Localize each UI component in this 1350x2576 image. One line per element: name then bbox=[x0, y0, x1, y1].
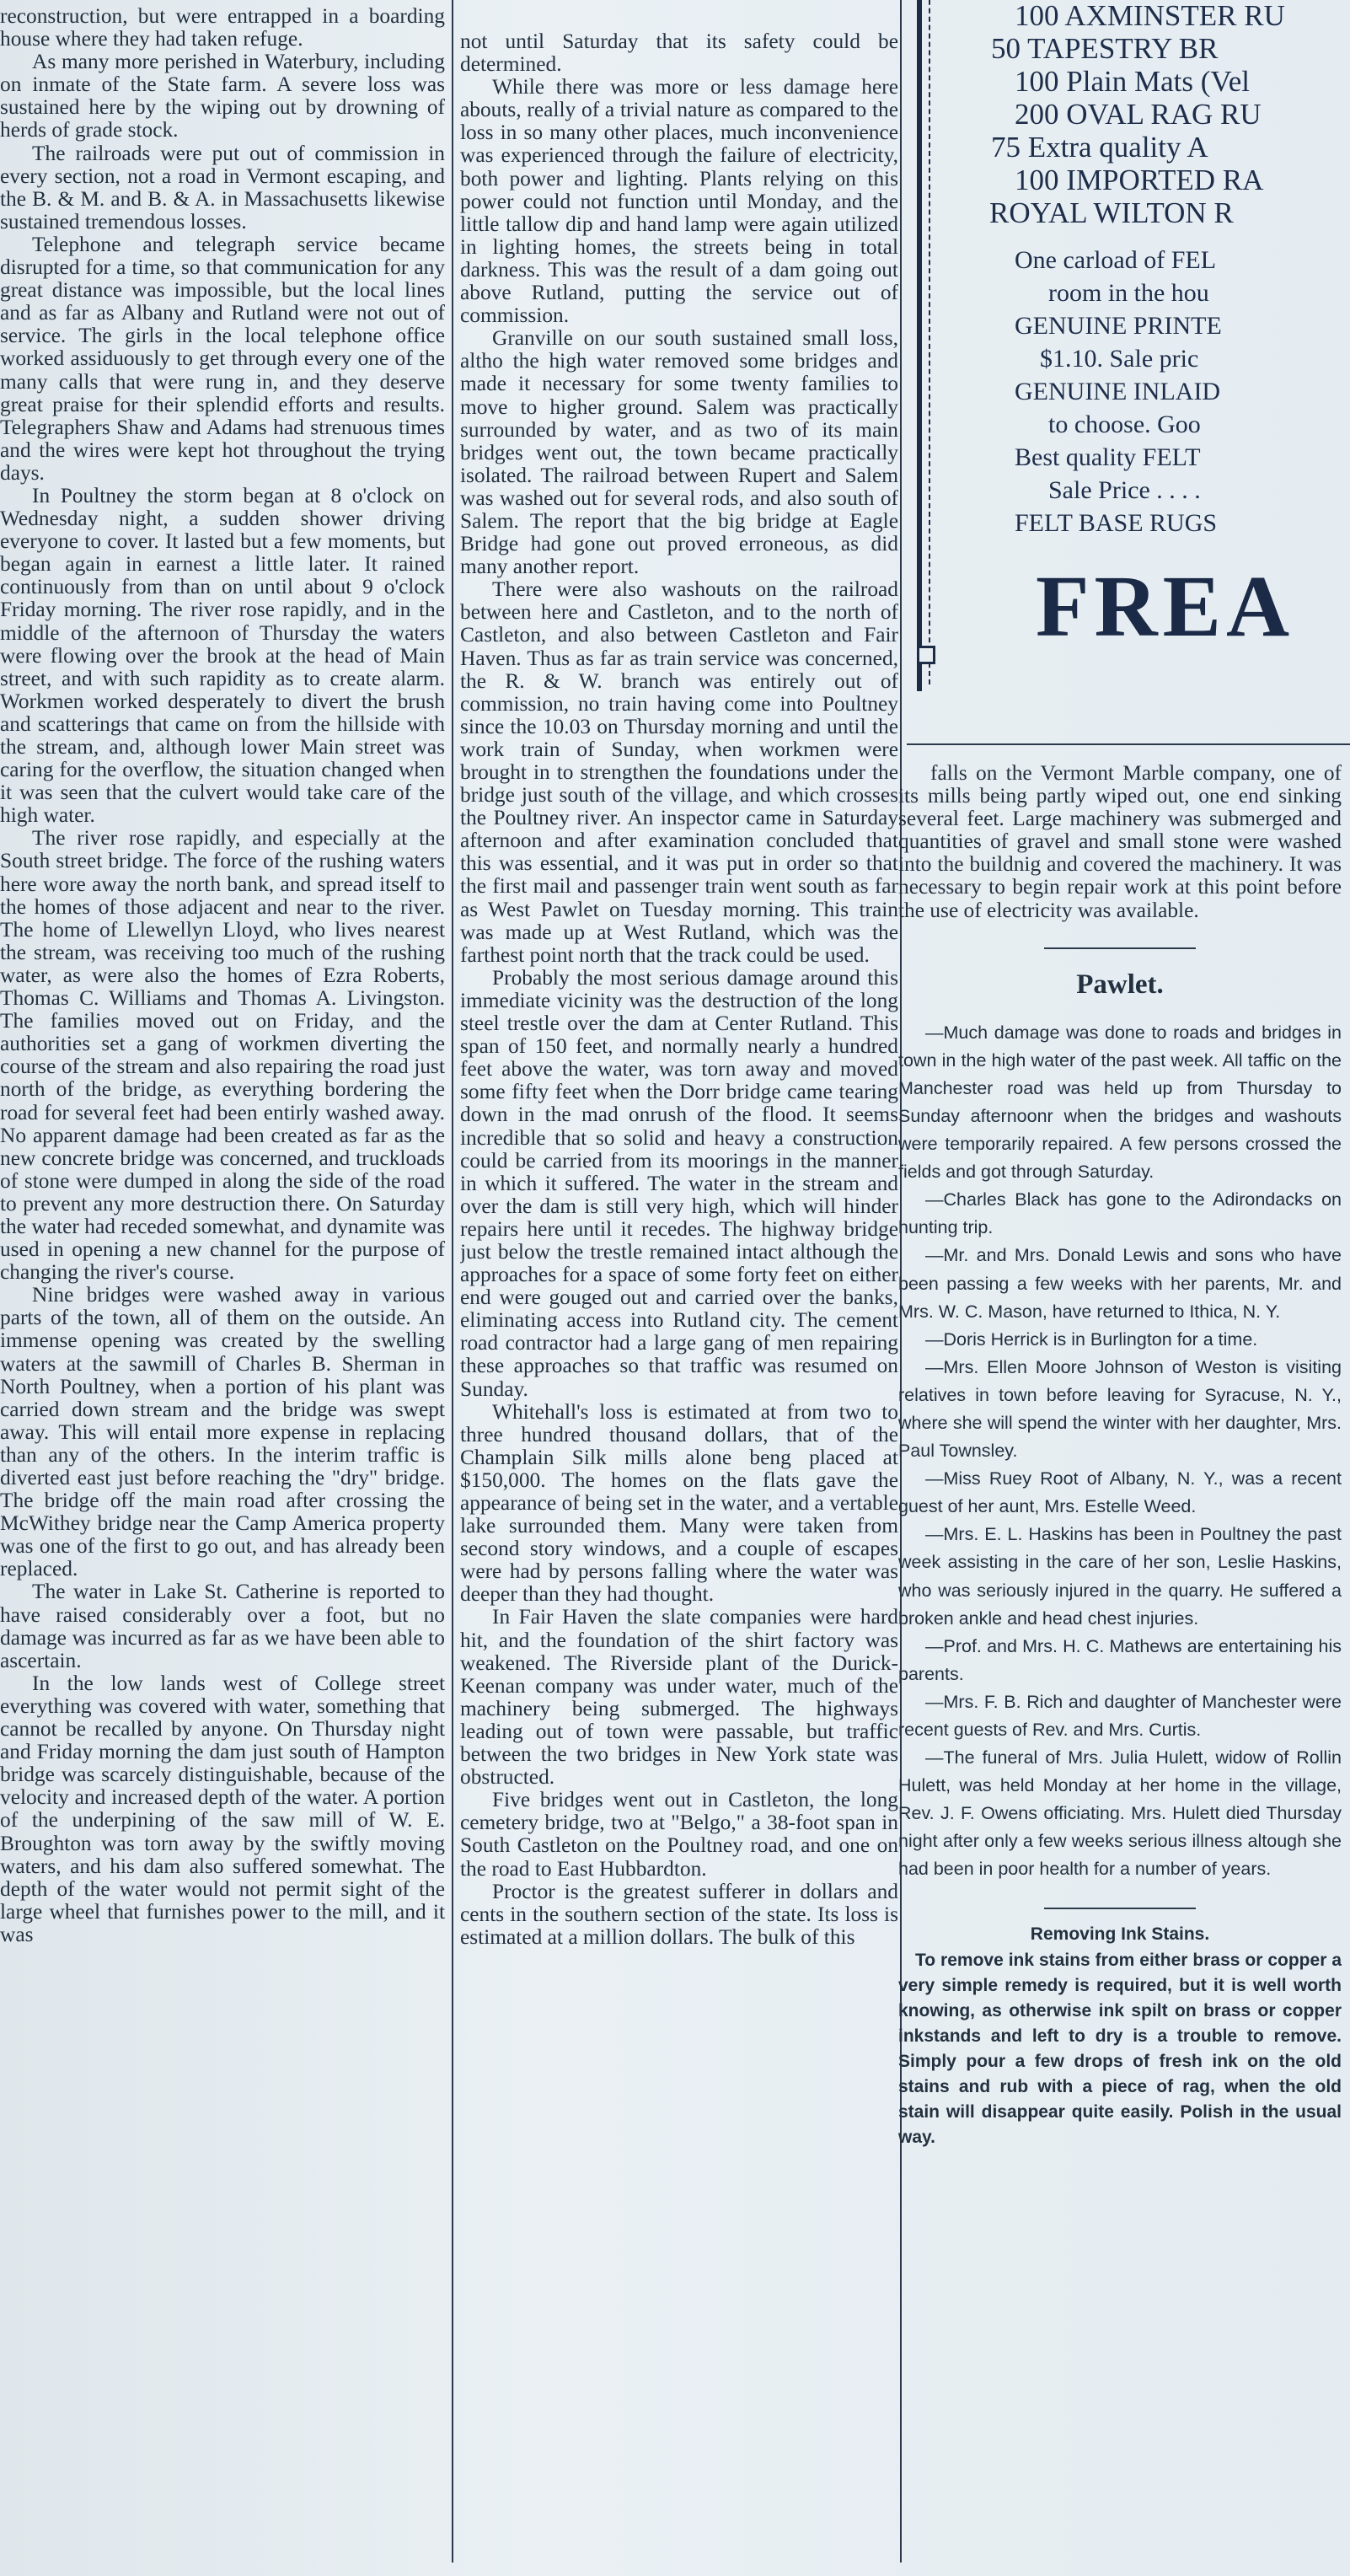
section-rule bbox=[907, 743, 1350, 745]
pawlet-news-item: —Charles Black has gone to the Adirondacks on hunting trip. bbox=[898, 1189, 1342, 1238]
article-paragraph: Whitehall's loss is estimated at from two to three hundred thousand dollars, that of the Champlain Silk mills alone beng placed at $150,000. The homes on the flats gave the appearance of being set in the water, and a vertable lake surrounded them. Many were taken from second story windows, and a couple of escapes were had by persons falling where the water was deeper than they had thought. bbox=[460, 1399, 898, 1607]
pawlet-news-item: —Mrs. F. B. Rich and daughter of Manchester were recent guests of Rev. and Mrs. Curtis. bbox=[898, 1691, 1342, 1740]
pawlet-news-item: —Doris Herrick is in Burlington for a time. bbox=[925, 1328, 1258, 1350]
pawlet-news-item: —Much damage was done to roads and bridges in town in the high water of the past week. All taffic on the Manchester road was held up from Thursday to Sunday afternoonr when the bridges and washouts were temporarily repaired. A few persons crossed the fields and got through Saturday. bbox=[898, 1022, 1342, 1183]
article-paragraph: Five bridges went out in Castleton, the long cemetery bridge, two at "Belgo," a 38-foot span in South Castleton on the Poultney road, and one on the road to East Hubbardton. bbox=[460, 1788, 898, 1881]
ad-corner-ornament bbox=[917, 646, 935, 664]
ink-stains-article: To remove ink stains from either brass or copper a very simple remedy is required, but it is well worth knowing, as otherwise ink spilt on brass or copper inkstands and left to dry is a trouble to remove. Simply pour a few drops of fresh ink on the old stains and rub with a piece of rag, when the old stain will disappear quite easily. Polish in the usual way. bbox=[898, 1950, 1342, 2147]
article-paragraph: The river rose rapidly, and especially at the South street bridge. The force of the rushing waters here wore away the north bank, and spread itself to the homes of those adjacent and near to the river. The home of Llewellyn Lloyd, who lives nearest the stream, was receiving too much of the rushing water, as were also the homes of Ezra Roberts, Thomas C. Williams and Thomas A. Livingston. The families moved out on Friday, and the authorities set a gang of workmen diverting the course of the stream and also repairing the road just north of the bridge, as everything bordering the road for several feet had been entirly washed away. No apparent damage had been created as far as the new concrete bridge was concerned, and truckloads of stone were dumped in along the side of the road to prevent any more destruction there. On Saturday the water had receded somewhat, and dynamite was used in opening a new channel for the purpose of changing the river's course. bbox=[0, 826, 445, 1285]
article-column-left bbox=[0, 5, 445, 2568]
pawlet-heading: Pawlet. bbox=[1076, 969, 1164, 1000]
pawlet-news-item: —Prof. and Mrs. H. C. Mathews are entertaining his parents. bbox=[898, 1635, 1342, 1684]
article-paragraph: In Poultney the storm began at 8 o'clock on Wednesday night, a sudden shower driving everyone to cover. It lasted but a few moments, but began again in earnest a little later. It rained continuously from than on until about 9 o'clock Friday morning. The river rose rapidly, and in the middle of the afternoon of Thursday the waters were flowing over the brook at the head of Main street, and with such rapidity as to create alarm. Workmen worked desperately to divert the brush and scatterings that came on from the hillside with the stream, and, although lower Main street was caring for the overflow, the situation changed when it was seen that the culvert would take care of the high water. bbox=[0, 483, 445, 828]
ad-line: Sale Price . . . . bbox=[1048, 476, 1201, 504]
article-paragraph: Nine bridges were washed away in various parts of the town, all of them on the outside. An immense opening was created by the swelling waters at the sawmill of Charles B. Sherman in North Poultney, when a portion of his plant was carried down stream and the bridge was swept away. This will entail more expense in replacing than any of the others. In the interim traffic is diverted east just before reaching the "dry" bridge. The bridge off the main road after crossing the McWithey bridge near the Camp America property was one of the first to go out, and has already been replaced. bbox=[0, 1283, 445, 1581]
ad-line: 100 AXMINSTER RU bbox=[1015, 0, 1285, 32]
pawlet-news-list bbox=[898, 1019, 1342, 1884]
ad-line: room in the hou bbox=[1048, 279, 1209, 307]
ad-line: ROYAL WILTON R bbox=[989, 196, 1234, 229]
ad-line: 100 Plain Mats (Vel bbox=[1015, 65, 1251, 98]
section-rule bbox=[1044, 947, 1196, 949]
section-rule bbox=[1044, 1908, 1196, 1909]
ad-line: One carload of FEL bbox=[1015, 246, 1217, 274]
column-divider bbox=[452, 0, 453, 2563]
ad-line: 200 OVAL RAG RU bbox=[1015, 98, 1262, 131]
article-paragraph: As many more perished in Waterbury, including on inmate of the State farm. A severe loss was sustained here by the wiping out by drowning of herds of grade stock. bbox=[0, 50, 445, 142]
pawlet-news-item: —Mr. and Mrs. Donald Lewis and sons who have been passing a few weeks with her parents, Mr. and Mrs. W. C. Mason, have returned to Ithica, N. Y. bbox=[898, 1245, 1342, 1322]
article-paragraph: In Fair Haven the slate companies were hard hit, and the foundation of the shirt factory was weakened. The Riverside plant of the Durick-Keenan company was under water, much of the machinery being submerged. The highways leading out of town were passable, but traffic between the two bridges in New York state was obstructed. bbox=[460, 1605, 898, 1790]
article-paragraph: There were also washouts on the railroad between here and Castleton, and to the north of Castleton, and also between Castleton and Fair Haven. Thus as far as train service was concerned, the R. & W. branch was entirely out of commission, no train having come into Poultney since the 10.03 on Thursday morning and until the work train of Sunday, when workmen were brought in to strengthen the foundations under the bridge just south of the village, and which crosses the Poultney river. An inspector came in Saturday afternoon and after examination concluded that this was essential, and it was put in order so that the first mail and passenger train went south as far as West Pawlet on Tuesday morning. This train was made up at West Rutland, which was the farthest point north that the track could be used. bbox=[460, 577, 898, 967]
article-column-right bbox=[898, 762, 1342, 2541]
pawlet-news-item: —Mrs. Ellen Moore Johnson of Weston is visiting relatives in town before leaving for Syracuse, N. Y., where she will spend the winter with her daughter, Mrs. Paul Townsley. bbox=[898, 1356, 1342, 1462]
article-paragraph: Proctor is the greatest sufferer in dollars and cents in the southern section of the state. Its loss is estimated at a million dollars. The bulk of this bbox=[460, 1879, 898, 1949]
ad-headline: FREA bbox=[1036, 558, 1295, 655]
ad-line: Best quality FELT bbox=[1015, 443, 1201, 471]
pawlet-news-item: —Mrs. E. L. Haskins has been in Poultney the past week assisting in the care of her son, Leslie Haskins, who was seriously injured in the quarry. He suffered a broken ankle and head chest injuries. bbox=[898, 1524, 1342, 1629]
article-paragraph: In the low lands west of College street everything was covered with water, something that cannot be recalled by anyone. On Thursday night and Friday morning the dam just south of Hampton bridge was scarcely distinguishable, because of the velocity and increased depth of the water. A portion of the underpining of the saw mill of W. E. Broughton was torn away by the swiftly moving waters, and his dam also suffered somewhat. The depth of the water would not permit sight of the large wheel that furnishes power to the mill, and it was bbox=[0, 1671, 445, 1946]
rug-sale-advertisement bbox=[905, 0, 1350, 691]
ink-stains-heading: Removing Ink Stains. bbox=[1030, 1924, 1210, 1944]
article-column-middle bbox=[460, 30, 898, 2542]
ad-line: GENUINE INLAID bbox=[1015, 378, 1221, 405]
ad-line: 75 Extra quality A bbox=[991, 131, 1208, 164]
article-paragraph: While there was more or less damage here abouts, really of a trivial nature as compared to the loss in so many other places, much inconvenience was experienced through the failure of electricity, both power and lighting. Plants relying on this power could not function until Monday, and the little tallow dip and hand lamp were again utilized in lighting homes, the streets being in total darkness. This was the result of a dam going out above Rutland, putting the service out of commission. bbox=[460, 75, 898, 328]
ad-line: GENUINE PRINTE bbox=[1015, 312, 1222, 340]
ad-line: 100 IMPORTED RA bbox=[1015, 164, 1264, 196]
ad-line: to choose. Goo bbox=[1048, 411, 1201, 438]
marble-company-paragraph: falls on the Vermont Marble company, one of its mills being partly wiped out, one end sinking several feet. Large machinery was submerged and quantities of gravel and small stone were washed into the buildnig and covered the machinery. It was necessary to begin repair work at this point before the use of electricity was available. bbox=[898, 762, 1342, 922]
article-paragraph: not until Saturday that its safety could be determined. bbox=[460, 30, 898, 77]
article-paragraph: Telephone and telegraph service became disrupted for a time, so that communication for any great distance was impossible, but the local lines and as far as Albany and Rutland were not out of service. The girls in the local telephone office worked assiduously to get through every one of the many calls that were rung in, and they deserve great praise for their splendid efforts and results. Telegraphers Shaw and Adams had strenuous times and the wires were kept hot throughout the trying days. bbox=[0, 232, 445, 485]
article-paragraph: Granville on our south sustained small loss, altho the high water removed some bridges and made it necessary for some twenty families to move to higher ground. Salem was practically surrounded by water, and as two of its main bridges went out, the town became practically isolated. The railroad between Rupert and Salem was washed out for several rods, and also south of Salem. The report that the big bridge at Eagle Bridge had gone out proved erroneous, as did many another report. bbox=[460, 326, 898, 579]
article-paragraph: The railroads were put out of commission in every section, not a road in Vermont escaping, and the B. & M. and B. & A. in Massachusetts likewise sustained tremendous losses. bbox=[0, 141, 445, 233]
pawlet-news-item: —Miss Ruey Root of Albany, N. Y., was a recent guest of her aunt, Mrs. Estelle Weed. bbox=[898, 1468, 1342, 1517]
ad-line: $1.10. Sale pric bbox=[1040, 345, 1199, 373]
pawlet-news-item: —The funeral of Mrs. Julia Hulett, widow of Rollin Hulett, was held Monday at her home in the village, Rev. J. F. Owens officiating. Mrs. Hulett died Thursday night after only a few weeks serious illness altough she had been in poor health for a number of years. bbox=[898, 1747, 1342, 1880]
ad-line: 50 TAPESTRY BR bbox=[991, 32, 1219, 65]
ad-line: FELT BASE RUGS bbox=[1015, 509, 1218, 537]
article-paragraph: Probably the most serious damage around this immediate vicinity was the destruction of the long steel trestle over the dam at Center Rutland. This span of 150 feet, and normally nearly a hundred feet above the water, was torn away and moved some fifty feet when the Dorr bridge came tearing down in the mad onrush of the flood. It seems incredible that so solid and heavy a construction could be carried from its moorings in the manner in which it suffered. The water in the stream and over the dam is still very high, which will hinder repairs here until it recedes. The highway bridge just below the trestle remained intact although the approaches for a space of some forty feet on either end were gouged out and carried over the banks, eliminating access into Rutland city. The cement road contractor had a large gang of men repairing these approaches so that traffic was resumed on Sunday. bbox=[460, 965, 898, 1401]
article-paragraph: The water in Lake St. Catherine is reported to have raised considerably over a foot, but no damage was incurred as far as we have been able to ascertain. bbox=[0, 1580, 445, 1672]
article-paragraph: reconstruction, but were entrapped in a boarding house where they had taken refuge. bbox=[0, 5, 445, 51]
